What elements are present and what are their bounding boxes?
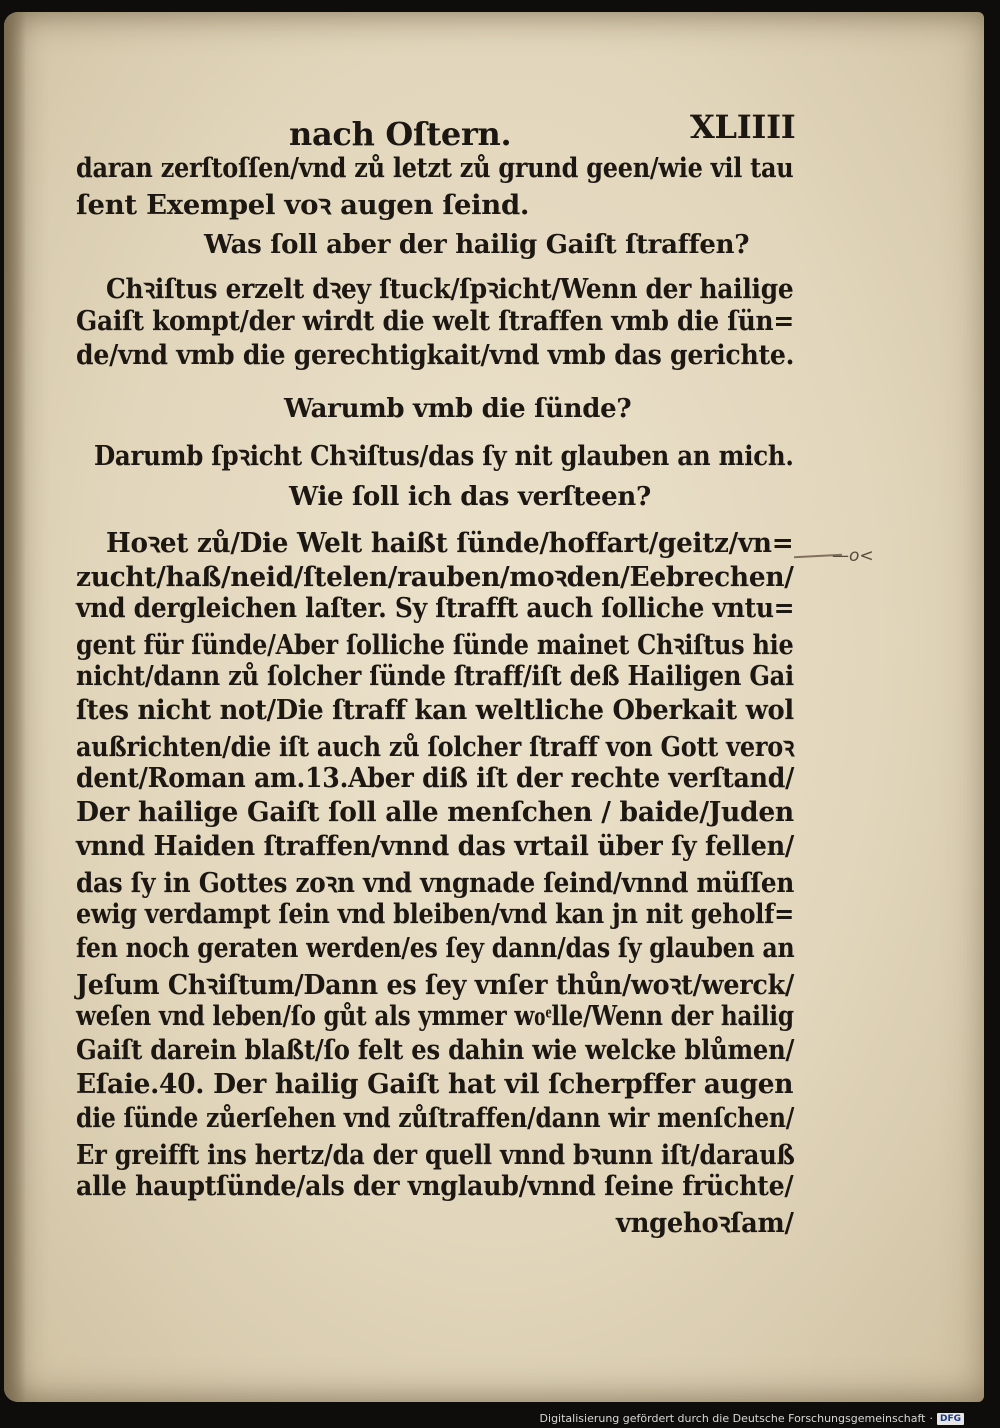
text-line: Hoꝛet zů/Die Welt haißt ſünde/hoffart/geitz/vn= — [106, 527, 794, 559]
margin-annotation: —o< — [832, 546, 874, 566]
text-line: vnd dergleichen laſter. Sy ſtrafft auch ſolliche vntu= — [76, 592, 795, 624]
text-line: Chꝛiſtus erzelt dꝛey ſtuck/ſpꝛicht/Wenn der hailige — [106, 273, 794, 305]
text-line: ſent Exempel voꝛ augen ſeind. — [76, 189, 530, 221]
text-line: Gaiſt kompt/der wirdt die welt ſtraffen vmb die ſün= — [76, 305, 794, 337]
text-line: nicht/dann zů ſolcher ſünde ſtraff/iſt deß Hailigen Gai — [76, 660, 794, 692]
digitization-footer: Digitalisierung gefördert durch die Deutsche Forschungsgemeinschaft · DFG — [540, 1412, 964, 1425]
text-line: daran zerſtoſſen/vnd zů letzt zů grund geen/wie vil tau — [76, 152, 794, 184]
dfg-logo: DFG — [937, 1413, 964, 1425]
page-spine-shadow — [4, 12, 26, 1402]
text-line: das ſy in Gottes zoꝛn vnd vngnade ſeind/vnnd müſſen — [76, 867, 795, 899]
text-line: Darumb ſpꝛicht Chꝛiſtus/das ſy nit glauben an mich. — [94, 440, 794, 472]
text-line: dent/Roman am.13.Aber diß iſt der rechte verſtand/ — [76, 762, 795, 794]
text-line: Gaiſt darein blaßt/ſo felt es dahin wie welcke blůmen/ — [76, 1034, 795, 1066]
text-line: Eſaie.40. Der hailig Gaiſt hat vil ſcherpffer augen — [76, 1068, 794, 1100]
text-line: außrichten/die iſt auch zů ſolcher ſtraff von Gott veroꝛ — [76, 731, 795, 763]
text-line: Der hailige Gaiſt ſoll alle menſchen / baide/Juden — [76, 796, 794, 828]
footer-credit: Digitalisierung gefördert durch die Deutsche Forschungsgemeinschaft — [539, 1412, 926, 1425]
text-line: zucht/haß/neid/ſtelen/rauben/moꝛden/Eebrechen/ — [76, 561, 794, 593]
text-line: weſen vnd leben/ſo gůt als ymmer woͤlle/Wenn der hailig — [76, 1000, 794, 1032]
text-line: vnnd Haiden ſtraffen/vnnd das vrtail über ſy fellen/ — [76, 830, 794, 862]
text-line: de/vnd vmb die gerechtigkait/vnd vmb das gerichte. — [76, 339, 795, 371]
folio-number: XLIIII — [690, 108, 796, 146]
text-line: Er greifft ins hertz/da der quell vnnd bꝛunn iſt/darauß — [76, 1139, 795, 1171]
catchword: vngehoꝛſam/ — [616, 1207, 794, 1239]
text-line: die ſünde zůerſehen vnd zůſtraffen/dann wir menſchen/ — [76, 1102, 795, 1134]
question-heading: Warumb vmb die ſünde? — [284, 394, 632, 424]
running-head: nach Oſtern. — [289, 115, 512, 153]
book-page — [4, 12, 984, 1402]
question-heading: Was ſoll aber der hailig Gaiſt ſtraffen? — [204, 230, 750, 260]
text-line: alle hauptſünde/als der vnglaub/vnnd ſeine früchte/ — [76, 1170, 794, 1202]
text-line: fen noch geraten werden/es ſey dann/das ſy glauben an — [76, 932, 795, 964]
text-line: gent für ſünde/Aber ſolliche ſünde mainet Chꝛiſtus hie — [76, 629, 794, 661]
text-line: ewig verdampt ſein vnd bleiben/vnd kan jn nit geholf= — [76, 898, 795, 930]
question-heading: Wie ſoll ich das verſteen? — [289, 482, 651, 512]
text-line: Jeſum Chꝛiſtum/Dann es ſey vnſer thůn/woꝛt/werck/ — [76, 969, 795, 1001]
text-line: ſtes nicht not/Die ſtraff kan weltliche Oberkait wol — [76, 694, 794, 726]
